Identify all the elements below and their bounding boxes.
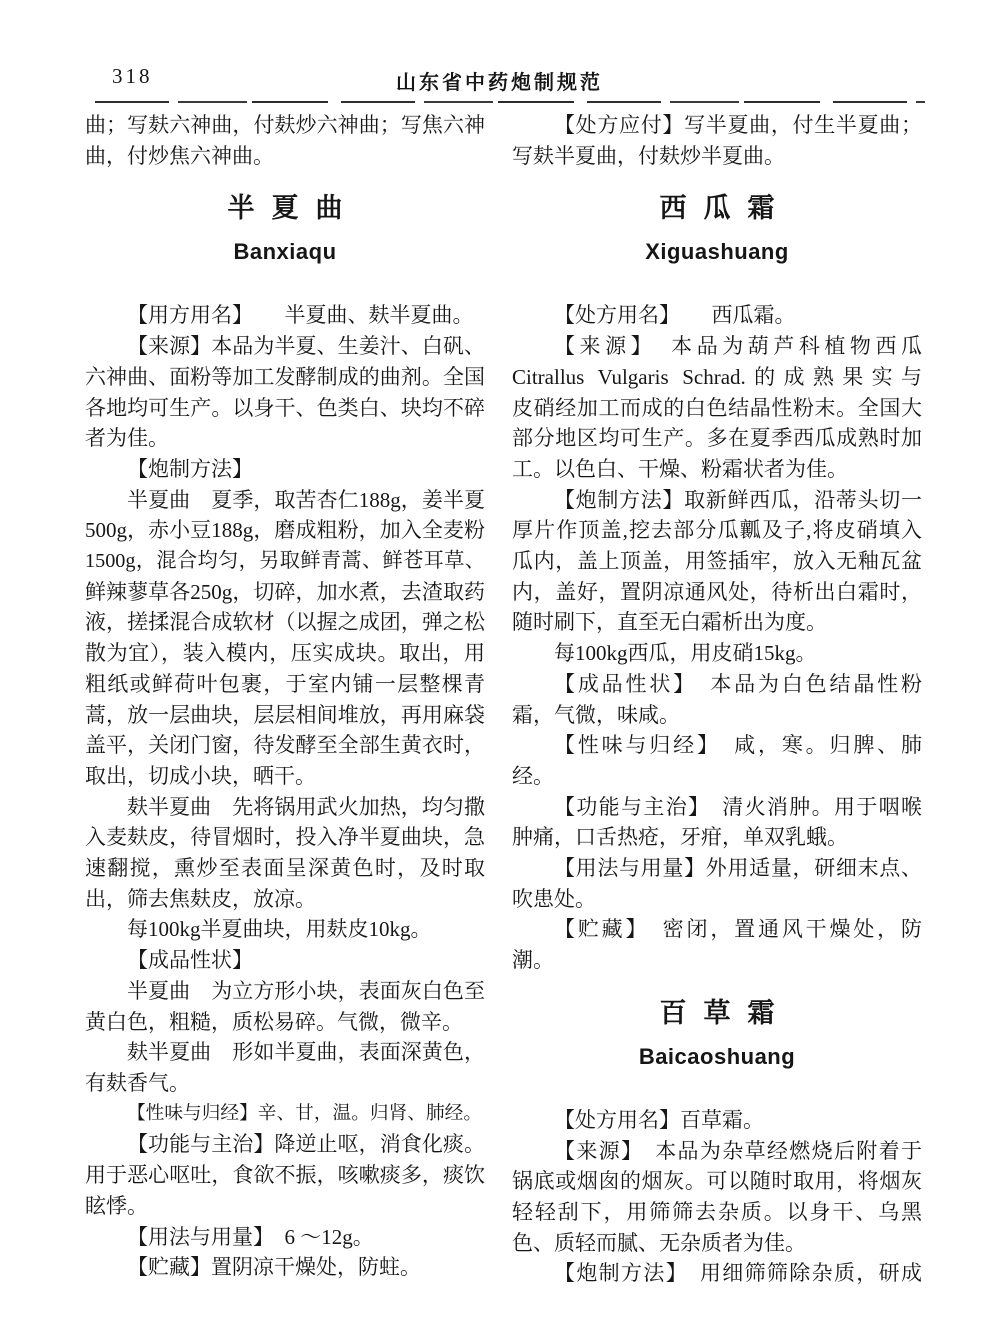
text-line: 写麸半夏曲，付麸炒半夏曲。 <box>512 143 785 168</box>
section-title: 半夏曲 <box>227 193 360 224</box>
running-head: 山东省中药炮制规范 <box>396 72 603 94</box>
text-line: 轻轻刮下，用筛筛去杂质。以身干、乌黑 <box>512 1199 922 1224</box>
paragraph <box>85 454 485 485</box>
text-line: 黄白色，粗糙，质松易碎。气微，微辛。 <box>85 1009 463 1034</box>
paragraph <box>512 110 922 171</box>
text-line: 液，搓揉混合成软材（以握之成团，弹之松 <box>85 610 485 635</box>
text-line: 【用方用名】 半夏曲、麸半夏曲。 <box>127 303 474 328</box>
text-line: 【功能与主治】降逆止呕，消食化痰。 <box>127 1132 485 1157</box>
text-line: 麸半夏曲 先将锅用武火加热，均匀撒 <box>127 794 485 819</box>
text-line: 六神曲、面粉等加工发酵制成的曲剂。全国 <box>85 364 485 389</box>
text-line: 瓜内，盖上顶盖，用签插牢，放入无釉瓦盆 <box>512 549 922 574</box>
paragraph <box>85 792 485 915</box>
text-line: 【来源】本品为半夏、生姜汁、白矾、 <box>127 334 485 359</box>
paragraph <box>85 1252 485 1283</box>
text-line: 半夏曲 为立方形小块，表面灰白色至 <box>127 978 485 1003</box>
section-pinyin: Baicaoshuang <box>638 1043 796 1069</box>
paragraph <box>512 730 922 791</box>
text-line: 有麸香气。 <box>85 1070 190 1095</box>
left-column <box>85 110 485 1283</box>
page-number: 318 <box>112 64 153 88</box>
text-line: 入麦麸皮，待冒烟时，投入净半夏曲块，急 <box>85 825 485 850</box>
text-line: 【来源】 本品为杂草经燃烧后附着于 <box>554 1138 922 1163</box>
section-pinyin: Banxiaqu <box>233 239 337 265</box>
text-line: 曲；写麸六神曲，付麸炒六神曲；写焦六神 <box>85 113 485 137</box>
text-line: 【来源】 本品为葫芦科植物西瓜 <box>554 334 922 359</box>
text-line: 【用法与用量】外用适量，研细末点、 <box>554 856 922 881</box>
text-line: 潮。 <box>512 948 554 973</box>
text-line: 者为佳。 <box>85 426 169 451</box>
text-line: 工。以色白、干燥、粉霜状者为佳。 <box>512 456 848 481</box>
text-line: 【性味与归经】 咸，寒。归脾、肺 <box>554 733 922 758</box>
text-line: 曲，付炒焦六神曲。 <box>85 143 274 168</box>
text-line: 各地均可生产。以身干、色类白、块均不碎 <box>85 395 485 420</box>
text-line: 经。 <box>512 763 554 788</box>
text-line: 蒿，放一层曲块，层层相间堆放，再用麻袋 <box>85 702 485 727</box>
paragraph <box>85 1129 485 1221</box>
text-line: 【性味与归经】辛、甘，温。归肾、肺经。 <box>127 1102 483 1124</box>
text-line: 【处方用名】 西瓜霜。 <box>554 303 796 328</box>
text-line: 【炮制方法】取新鲜西瓜，沿蒂头切一 <box>554 487 922 512</box>
text-line: Citrallus Vulgaris Schrad.的成熟果实与 <box>512 364 922 389</box>
text-line: 【用法与用量】 6 ～12g。 <box>127 1224 374 1249</box>
text-line: 鲜辣蓼草各250g，切碎，加水煮，去渣取药 <box>85 579 485 604</box>
paragraph <box>85 110 485 171</box>
text-line: 每100kg半夏曲块，用麸皮10kg。 <box>127 917 432 942</box>
text-line: 1500g，混合均匀，另取鲜青蒿、鲜苍耳草、 <box>85 550 485 573</box>
paragraph <box>512 853 922 914</box>
paragraph <box>85 1099 485 1130</box>
text-line: 散为宜），装入模内，压实成块。取出，用 <box>85 641 485 666</box>
text-line: 【贮藏】 密闭，置通风干燥处，防 <box>554 917 922 942</box>
paragraph <box>85 945 485 976</box>
text-line: 半夏曲 夏季，取苦杏仁188g，姜半夏 <box>127 487 485 512</box>
text-line: 部分地区均可生产。多在夏季西瓜成熟时加 <box>512 426 922 451</box>
text-line: 皮硝经加工而成的白色结晶性粉末。全国大 <box>512 395 922 420</box>
paragraph <box>85 1037 485 1098</box>
paragraph <box>85 914 485 945</box>
text-line: 粗纸或鲜荷叶包裹，于室内铺一层整棵青 <box>85 671 485 696</box>
paragraph <box>512 914 922 975</box>
paragraph <box>512 792 922 853</box>
section-title: 百草霜 <box>659 997 792 1028</box>
text-line: 【处方应付】写半夏曲，付生半夏曲； <box>554 113 922 137</box>
text-line: 色、质轻而腻、无杂质者为佳。 <box>512 1230 806 1255</box>
text-line: 取出，切成小块，晒干。 <box>85 763 316 788</box>
text-line: 内，盖好，置阴凉通风处，待析出白霜时， <box>512 579 922 604</box>
paragraph <box>85 1222 485 1253</box>
text-line: 每100kg西瓜，用皮硝15kg。 <box>554 641 817 666</box>
text-line: 随时刷下，直至无白霜析出为度。 <box>512 610 827 635</box>
paragraph <box>85 976 485 1037</box>
section-title: 西瓜霜 <box>659 193 792 224</box>
text-line: 速翻搅，熏炒至表面呈深黄色时，及时取 <box>85 856 485 881</box>
text-line: 【炮制方法】 用细筛筛除杂质，研成 <box>554 1261 922 1286</box>
text-line: 霜，气微，味咸。 <box>512 702 680 727</box>
paragraph <box>85 300 485 331</box>
text-line: 吹患处。 <box>512 886 596 911</box>
text-line: 出，筛去焦麸皮，放凉。 <box>85 886 316 911</box>
text-line: 【炮制方法】 <box>127 456 253 481</box>
paragraph <box>512 638 922 669</box>
text-line: 盖平，关闭门窗，待发酵至全部生黄衣时， <box>85 733 485 758</box>
paragraph <box>512 1136 922 1259</box>
text-line: 厚片作顶盖,挖去部分瓜瓤及子,将皮硝填入 <box>512 518 922 543</box>
text-line: 500g，赤小豆188g，磨成粗粉，加入全麦粉 <box>85 518 485 543</box>
text-line: 【成品性状】 本品为白色结晶性粉 <box>554 671 922 696</box>
paragraph <box>512 1105 922 1136</box>
text-line: 【成品性状】 <box>127 948 253 973</box>
right-column <box>512 110 922 1289</box>
text-line: 肿痛，口舌热疮，牙疳，单双乳蛾。 <box>512 825 848 850</box>
text-line: 麸半夏曲 形如半夏曲，表面深黄色， <box>127 1040 485 1065</box>
paragraph <box>512 331 922 485</box>
paragraph <box>512 300 922 331</box>
header-rule <box>95 101 925 103</box>
text-line: 锅底或烟囱的烟灰。可以随时取用，将烟灰 <box>512 1169 922 1194</box>
text-line: 眩悸。 <box>85 1193 148 1218</box>
section-pinyin: Xiguashuang <box>645 239 789 265</box>
paragraph <box>512 485 922 639</box>
text-line: 【处方用名】百草霜。 <box>554 1107 764 1132</box>
text-line: 【贮藏】置阴凉干燥处，防蛀。 <box>127 1255 421 1280</box>
text-line: 用于恶心呕吐，食欲不振，咳嗽痰多，痰饮 <box>85 1163 485 1188</box>
paragraph <box>85 485 485 792</box>
paragraph <box>85 331 485 454</box>
text-line: 【功能与主治】 清火消肿。用于咽喉 <box>554 794 922 819</box>
paragraph <box>512 669 922 730</box>
paragraph <box>512 1258 922 1289</box>
